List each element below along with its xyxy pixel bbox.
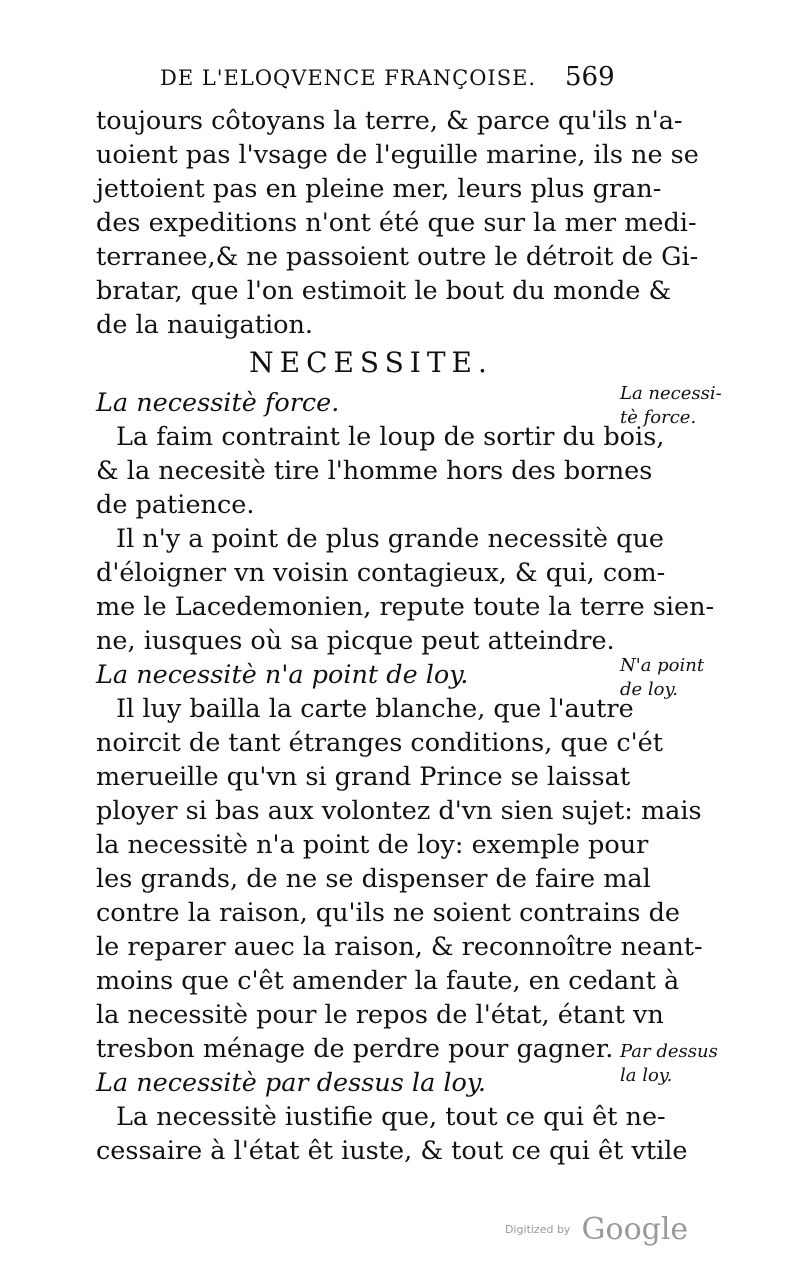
text-line: de la nauigation. [96,310,313,340]
page-number: 569 [565,62,615,92]
text-line: me le Lacedemonien, repute toute la terre sien- [96,592,715,622]
text-line: La necessitè iustifie que, tout ce qui êt ne- [116,1102,666,1132]
text-line: ployer si bas aux volontez d'vn sien sujet: mais [96,796,702,826]
text-line: bratar, que l'on estimoit le bout du monde & [96,276,672,306]
margin-note-line: Par dessus [620,1041,718,1062]
text-line: & la necesitè tire l'homme hors des bornes [96,456,653,486]
text-line: la necessitè pour le repos de l'état, étant vn [96,1000,664,1030]
margin-note-line: La necessi- [620,383,722,404]
subsection-heading: La necessitè force. [96,388,340,418]
text-line: contre la raison, qu'ils ne soient contrains de [96,898,680,928]
text-line: ne, iusques où sa picque peut atteindre. [96,626,615,656]
text-line: terranee,& ne passoient outre le détroit de Gi- [96,242,699,272]
margin-note [620,1040,718,1088]
text-line: La faim contraint le loup de sortir du bois, [116,422,665,452]
text-line: d'éloigner vn voisin contagieux, & qui, com- [96,558,666,588]
text-line: Il luy bailla la carte blanche, que l'autre [116,694,634,724]
section-title: NECESSITE. [249,346,493,379]
margin-note-line: N'a point [620,655,705,676]
text-line: Il n'y a point de plus grande necessitè que [116,524,664,554]
paragraph [96,1100,688,1168]
text-line: des expeditions n'ont été que sur la mer medi- [96,208,697,238]
text-line: moins que c'êt amender la faute, en cedant à [96,966,680,996]
text-line: merueille qu'vn si grand Prince se laissat [96,762,631,792]
paragraph-continued [96,104,699,342]
margin-note-line: de loy. [620,679,678,700]
margin-note-line: tè force. [620,407,697,428]
margin-note [620,654,704,702]
text-line: noircit de tant étranges conditions, que c'ét [96,728,664,758]
watermark-small-text: Digitized by [505,1223,571,1236]
text-line: les grands, de ne se dispenser de faire mal [96,864,651,894]
subsection-heading: La necessitè par dessus la loy. [96,1068,487,1098]
paragraph [96,522,715,658]
subsection-heading: La necessitè n'a point de loy. [96,660,469,690]
google-logo: Google [581,1212,689,1247]
text-line: toujours côtoyans la terre, & parce qu'ils n'a- [96,106,683,136]
text-line: de patience. [96,490,255,520]
margin-note [620,382,722,430]
text-line: cessaire à l'état êt iuste, & tout ce qui êt vtile [96,1136,688,1166]
text-line: tresbon ménage de perdre pour gagner. [96,1034,614,1064]
text-line: le reparer auec la raison, & reconnoître neant- [96,932,703,962]
text-line: uoient pas l'vsage de l'eguille marine, ils ne se [96,140,699,170]
text-line: jettoient pas en pleine mer, leurs plus gran- [96,174,662,204]
digitized-watermark [505,1212,688,1247]
header-title: DE L'ELOQVENCE FRANÇOISE. [160,66,537,90]
text-body [96,104,715,1168]
text-line: la necessitè n'a point de loy: exemple pour [96,830,649,860]
margin-note-line: la loy. [620,1065,673,1086]
paragraph [96,420,665,522]
